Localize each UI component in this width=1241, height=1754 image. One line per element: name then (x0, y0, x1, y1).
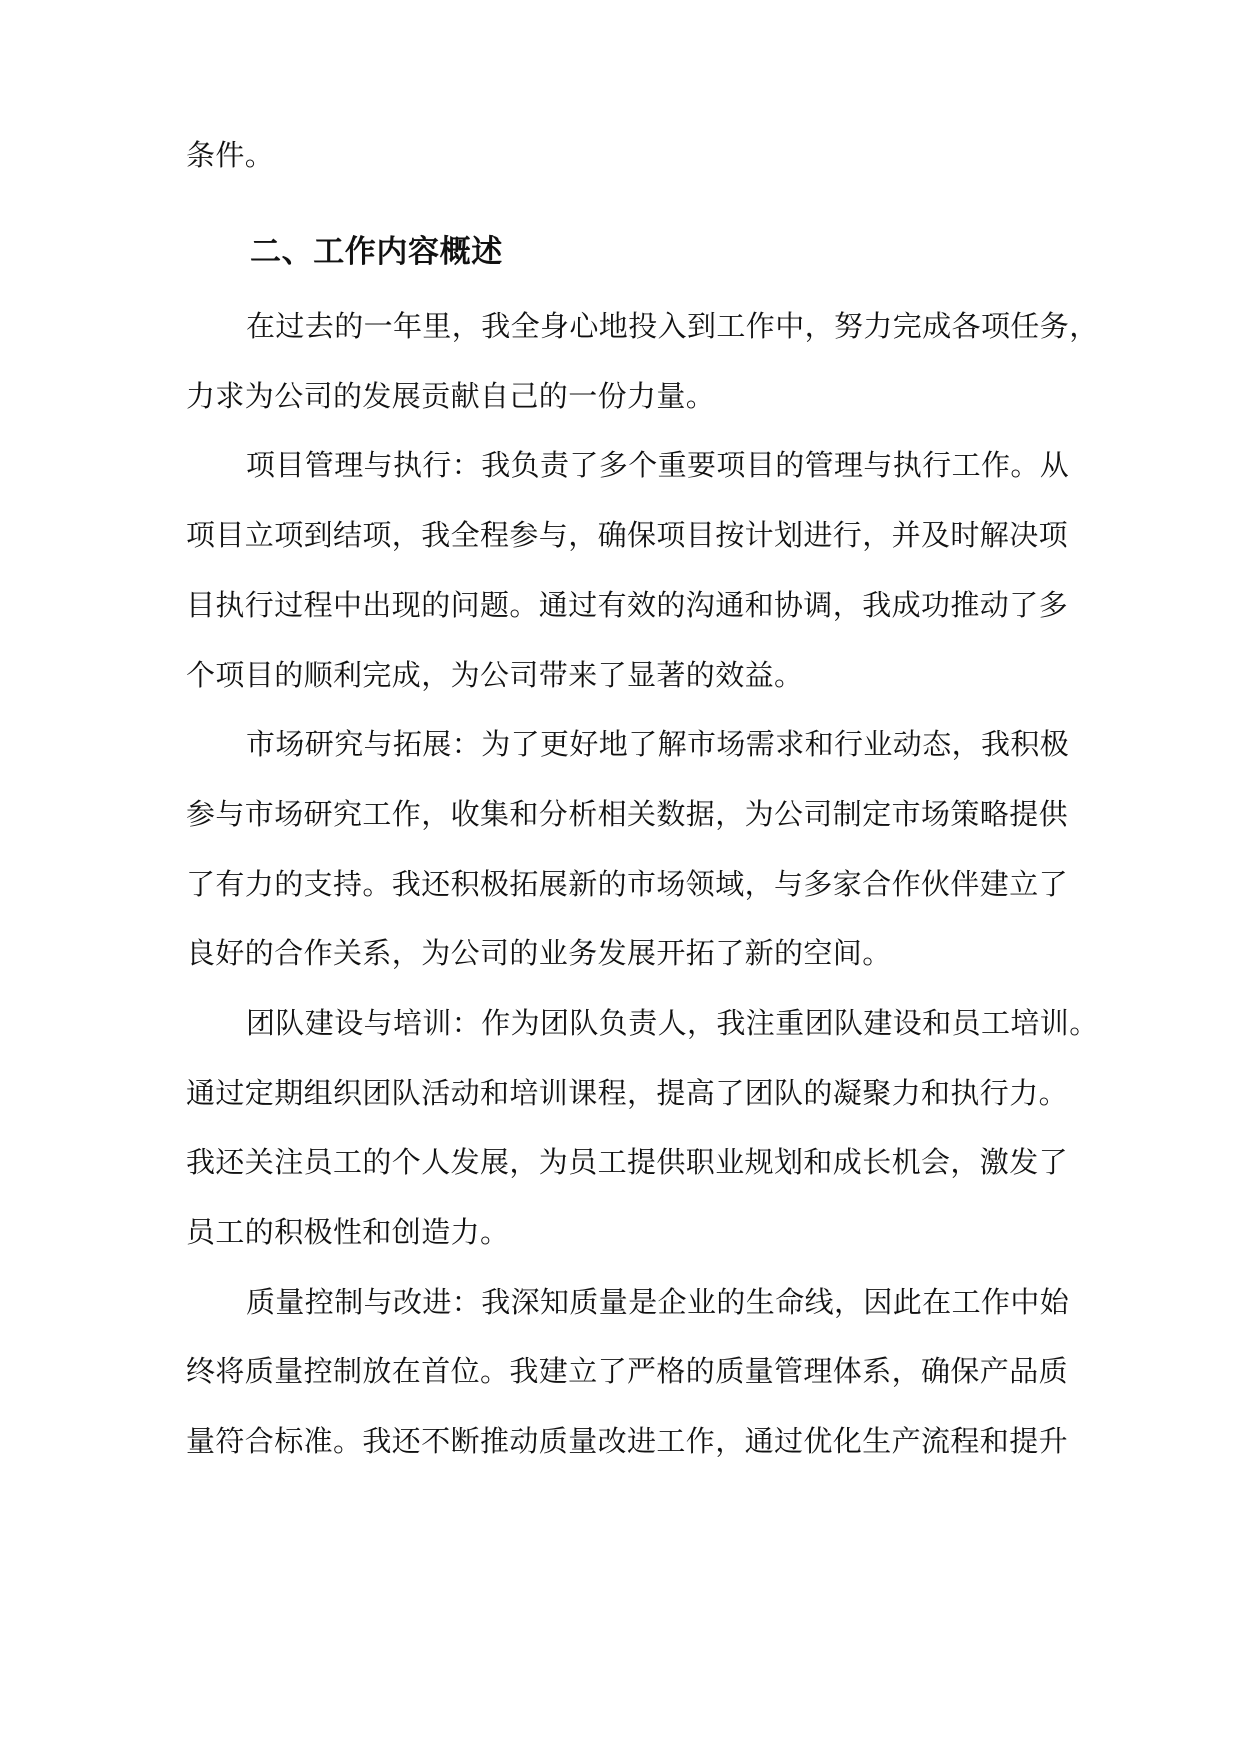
paragraph-line: 员工的积极性和创造力。 (186, 1215, 510, 1249)
paragraph-line: 质量控制与改进：我深知质量是企业的生命线，因此在工作中始 (246, 1285, 1070, 1319)
section-heading: 二、工作内容概述 (250, 234, 503, 270)
paragraph-line: 终将质量控制放在首位。我建立了严格的质量管理体系，确保产品质 (186, 1354, 1069, 1388)
paragraph-line: 个项目的顺利完成，为公司带来了显著的效益。 (186, 658, 804, 692)
paragraph-line: 良好的合作关系，为公司的业务发展开拓了新的空间。 (186, 936, 892, 970)
paragraph-line: 力求为公司的发展贡献自己的一份力量。 (186, 379, 716, 413)
paragraph-line: 项目管理与执行：我负责了多个重要项目的管理与执行工作。从 (246, 448, 1070, 482)
paragraph-line: 通过定期组织团队活动和培训课程，提高了团队的凝聚力和执行力。 (186, 1076, 1069, 1110)
paragraph-line: 市场研究与拓展：为了更好地了解市场需求和行业动态，我积极 (246, 727, 1070, 761)
paragraph-line: 我还关注员工的个人发展，为员工提供职业规划和成长机会，激发了 (186, 1145, 1069, 1179)
paragraph-line: 目执行过程中出现的问题。通过有效的沟通和协调，我成功推动了多 (186, 588, 1069, 622)
lead-fragment: 条件。 (186, 138, 275, 172)
paragraph-line: 量符合标准。我还不断推动质量改进工作，通过优化生产流程和提升 (186, 1424, 1069, 1458)
paragraph-line: 在过去的一年里，我全身心地投入到工作中，努力完成各项任务， (246, 309, 1099, 343)
paragraph-line: 了有力的支持。我还积极拓展新的市场领域，与多家合作伙伴建立了 (186, 867, 1069, 901)
paragraph-line: 项目立项到结项，我全程参与，确保项目按计划进行，并及时解决项 (186, 518, 1069, 552)
paragraph-line: 团队建设与培训：作为团队负责人，我注重团队建设和员工培训。 (246, 1006, 1099, 1040)
paragraph-line: 参与市场研究工作，收集和分析相关数据，为公司制定市场策略提供 (186, 797, 1069, 831)
